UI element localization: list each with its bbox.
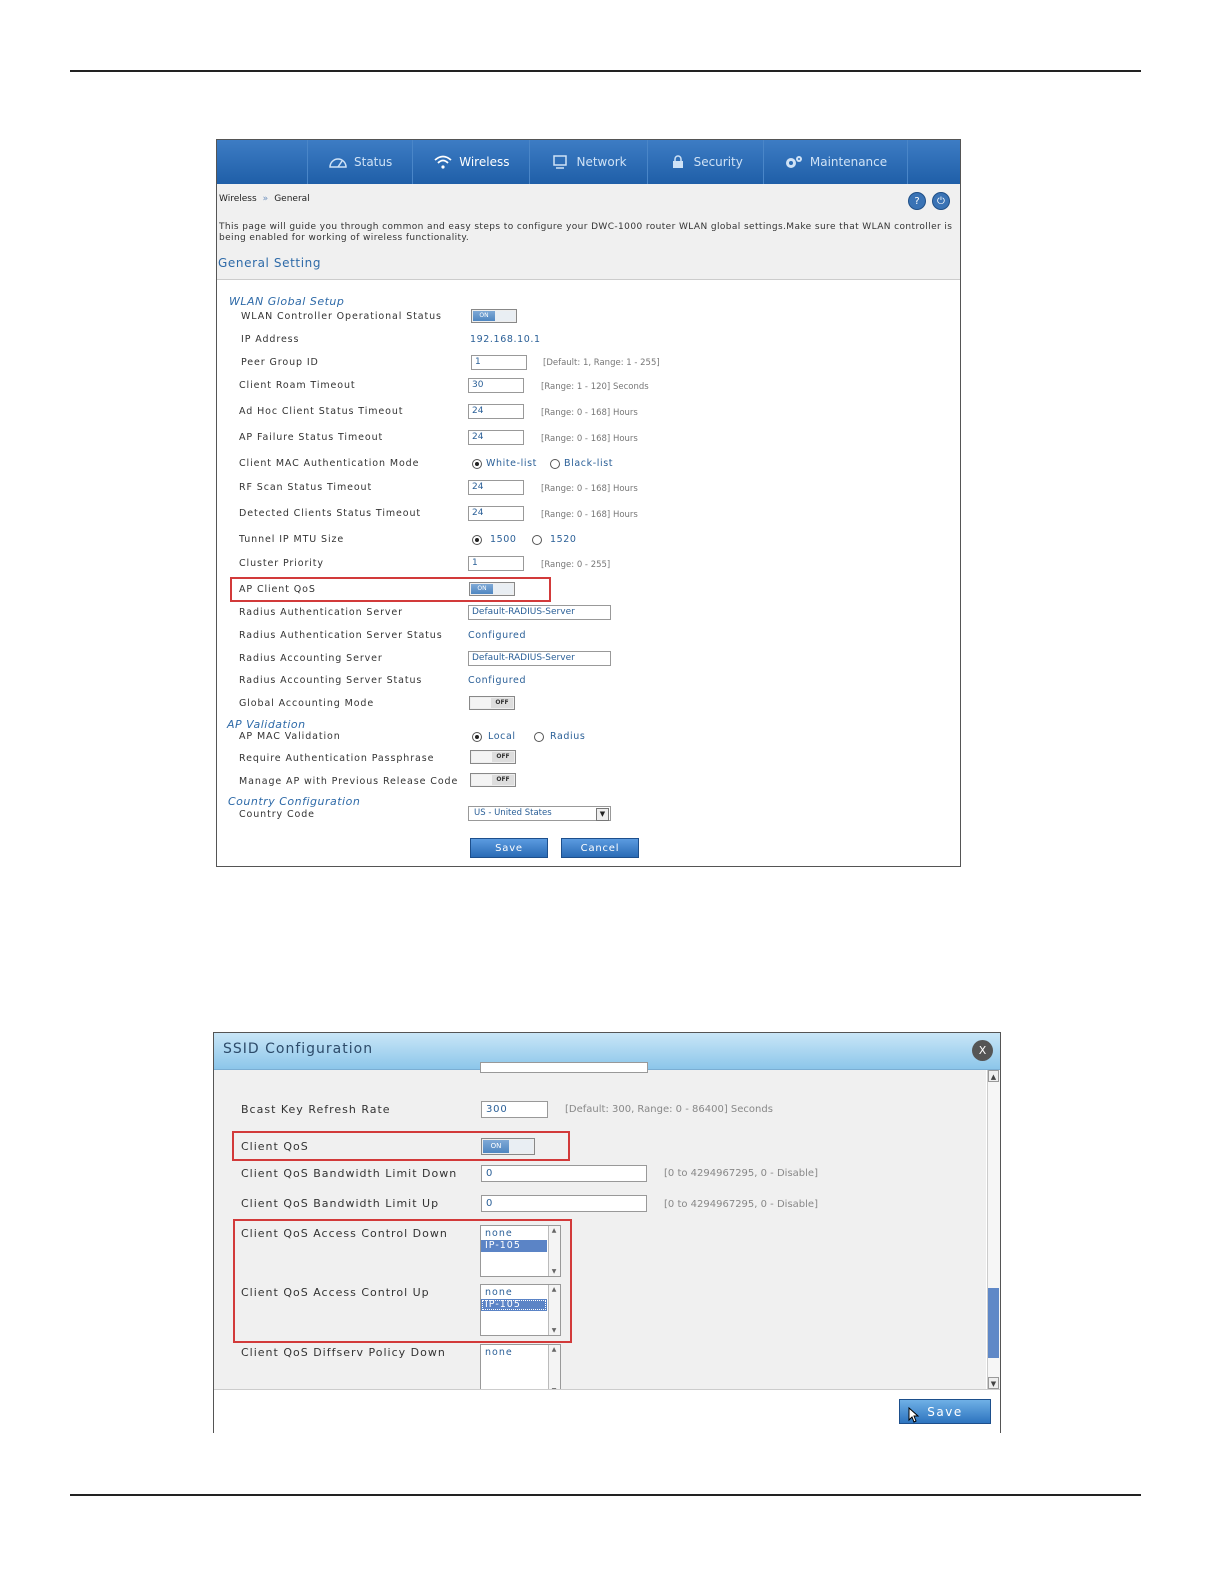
label-country-code: Country Code bbox=[239, 809, 315, 820]
radius-auth-server-input[interactable]: Default-RADIUS-Server bbox=[468, 605, 611, 620]
bottom-rule bbox=[70, 1494, 1141, 1496]
ap-failure-timeout-hint: [Range: 0 - 168] Hours bbox=[541, 434, 638, 444]
dialog-title: SSID Configuration bbox=[223, 1041, 374, 1057]
label-global-acct-mode: Global Accounting Mode bbox=[239, 698, 375, 709]
top-nav-bar bbox=[217, 140, 960, 184]
bw-down-hint: [0 to 4294967295, 0 - Disable] bbox=[664, 1168, 818, 1179]
nav-status[interactable]: Status bbox=[307, 140, 413, 184]
controller-status-toggle[interactable]: ON bbox=[471, 309, 517, 323]
country-code-select[interactable]: US - United States ▼ bbox=[468, 806, 611, 821]
cancel-button[interactable]: Cancel bbox=[561, 838, 639, 858]
label-client-qos: Client QoS bbox=[241, 1140, 309, 1153]
bcast-key-hint: [Default: 300, Range: 0 - 86400] Seconds bbox=[565, 1104, 773, 1115]
label-cluster-priority: Cluster Priority bbox=[239, 558, 324, 569]
adhoc-timeout-input[interactable]: 24 bbox=[468, 404, 524, 419]
bw-down-input[interactable]: 0 bbox=[481, 1165, 647, 1182]
ip-address-value: 192.168.10.1 bbox=[470, 334, 541, 345]
label-ap-client-qos: AP Client QoS bbox=[239, 584, 316, 595]
breadcrumb: Wireless » General bbox=[219, 194, 310, 204]
wlan-general-settings-screenshot bbox=[216, 139, 961, 867]
scroll-down-icon[interactable]: ▼ bbox=[988, 1377, 999, 1389]
label-acl-up: Client QoS Access Control Up bbox=[241, 1286, 430, 1299]
ap-client-qos-toggle[interactable]: ON bbox=[469, 582, 515, 596]
label-ap-failure-timeout: AP Failure Status Timeout bbox=[239, 432, 384, 443]
breadcrumb-current: General bbox=[274, 194, 310, 204]
peer-group-id-input[interactable]: 1 bbox=[471, 355, 527, 370]
global-acct-mode-toggle[interactable]: OFF bbox=[469, 696, 515, 710]
label-mac-auth-mode: Client MAC Authentication Mode bbox=[239, 458, 420, 469]
scrollbar[interactable]: ▲ bbox=[548, 1345, 560, 1395]
client-roam-timeout-hint: [Range: 1 - 120] Seconds bbox=[541, 382, 649, 392]
page-description: This page will guide you through common and easy steps to configure your DWC-1000 router WLAN global settings.Make sure that WLAN controller is being enabled for working of wireless functionality. bbox=[219, 222, 953, 243]
radio-local[interactable]: Local bbox=[472, 731, 516, 742]
section-country-configuration: Country Configuration bbox=[228, 795, 361, 808]
nav-maintenance[interactable]: Maintenance bbox=[764, 140, 908, 184]
label-acl-down: Client QoS Access Control Down bbox=[241, 1227, 448, 1240]
bw-up-hint: [0 to 4294967295, 0 - Disable] bbox=[664, 1199, 818, 1210]
dialog-footer bbox=[214, 1389, 1000, 1433]
nav-security[interactable]: Security bbox=[648, 140, 764, 184]
acl-up-list[interactable] bbox=[480, 1284, 561, 1336]
scroll-up-icon[interactable]: ▲ bbox=[988, 1070, 999, 1082]
label-adhoc-timeout: Ad Hoc Client Status Timeout bbox=[239, 406, 404, 417]
label-bw-up: Client QoS Bandwidth Limit Up bbox=[241, 1197, 440, 1210]
radio-mtu-1500[interactable]: 1500 bbox=[472, 534, 517, 545]
dialog-save-button[interactable]: Save bbox=[899, 1399, 991, 1424]
wifi-icon bbox=[433, 154, 453, 170]
client-qos-toggle[interactable]: ON bbox=[481, 1138, 535, 1155]
radius-auth-status-value: Configured bbox=[468, 630, 527, 641]
gauge-icon bbox=[328, 154, 348, 170]
dialog-body bbox=[214, 1070, 986, 1389]
label-controller-status: WLAN Controller Operational Status bbox=[241, 311, 442, 322]
ssid-configuration-dialog bbox=[213, 1032, 1001, 1433]
scrollbar[interactable]: ▲ ▼ bbox=[548, 1226, 560, 1276]
section-ap-validation: AP Validation bbox=[227, 718, 306, 731]
list-item[interactable]: none bbox=[485, 1287, 513, 1298]
label-radius-auth-status: Radius Authentication Server Status bbox=[239, 630, 443, 641]
dialog-scrollbar[interactable] bbox=[987, 1070, 1000, 1389]
label-diffserv-down: Client QoS Diffserv Policy Down bbox=[241, 1346, 446, 1359]
radio-mtu-1520[interactable]: 1520 bbox=[532, 534, 577, 545]
list-item[interactable]: IP-105 bbox=[481, 1240, 547, 1252]
network-icon bbox=[550, 154, 570, 170]
require-auth-pass-toggle[interactable]: OFF bbox=[470, 750, 516, 764]
cluster-priority-input[interactable]: 1 bbox=[468, 556, 524, 571]
cut-off-field[interactable] bbox=[480, 1062, 648, 1073]
radio-black-list[interactable]: Black-list bbox=[550, 458, 613, 469]
rf-scan-timeout-hint: [Range: 0 - 168] Hours bbox=[541, 484, 638, 494]
top-rule bbox=[70, 70, 1141, 72]
label-radius-acct-status: Radius Accounting Server Status bbox=[239, 675, 423, 686]
rf-scan-timeout-input[interactable]: 24 bbox=[468, 480, 524, 495]
breadcrumb-root[interactable]: Wireless bbox=[219, 194, 257, 204]
label-client-roam-timeout: Client Roam Timeout bbox=[239, 380, 356, 391]
client-roam-timeout-input[interactable]: 30 bbox=[468, 378, 524, 393]
radius-acct-status-value: Configured bbox=[468, 675, 527, 686]
radio-white-list[interactable]: White-list bbox=[472, 458, 537, 469]
label-peer-group-id: Peer Group ID bbox=[241, 357, 319, 368]
manage-ap-prev-toggle[interactable]: OFF bbox=[470, 773, 516, 787]
label-ap-mac-validation: AP MAC Validation bbox=[239, 731, 341, 742]
bw-up-input[interactable]: 0 bbox=[481, 1195, 647, 1212]
divider bbox=[217, 279, 960, 280]
nav-network[interactable]: Network bbox=[530, 140, 647, 184]
label-detected-clients-timeout: Detected Clients Status Timeout bbox=[239, 508, 422, 519]
label-radius-acct-server: Radius Accounting Server bbox=[239, 653, 383, 664]
acl-down-list[interactable] bbox=[480, 1225, 561, 1277]
scroll-thumb[interactable] bbox=[988, 1288, 999, 1358]
logout-icon[interactable]: ⏻ bbox=[932, 192, 950, 210]
label-manage-ap-prev: Manage AP with Previous Release Code bbox=[239, 776, 459, 787]
adhoc-timeout-hint: [Range: 0 - 168] Hours bbox=[541, 408, 638, 418]
label-radius-auth-server: Radius Authentication Server bbox=[239, 607, 403, 618]
scrollbar[interactable]: ▲ ▼ bbox=[548, 1285, 560, 1335]
mouse-cursor-icon bbox=[908, 1407, 920, 1423]
close-icon[interactable]: X bbox=[972, 1040, 993, 1061]
label-rf-scan-timeout: RF Scan Status Timeout bbox=[239, 482, 373, 493]
list-item[interactable]: none bbox=[485, 1347, 513, 1358]
list-item[interactable]: none bbox=[485, 1228, 513, 1239]
page-title: General Setting bbox=[218, 256, 322, 270]
chevron-down-icon: ▼ bbox=[596, 808, 609, 821]
radius-acct-server-input[interactable]: Default-RADIUS-Server bbox=[468, 651, 611, 666]
bcast-key-input[interactable]: 300 bbox=[481, 1101, 548, 1118]
save-button[interactable]: Save bbox=[470, 838, 548, 858]
peer-group-id-hint: [Default: 1, Range: 1 - 255] bbox=[543, 358, 660, 368]
gears-icon bbox=[784, 154, 804, 170]
label-tunnel-mtu: Tunnel IP MTU Size bbox=[239, 534, 345, 545]
ap-failure-timeout-input[interactable]: 24 bbox=[468, 430, 524, 445]
cluster-priority-hint: [Range: 0 - 255] bbox=[541, 560, 611, 570]
label-bw-down: Client QoS Bandwidth Limit Down bbox=[241, 1167, 458, 1180]
label-ip-address: IP Address bbox=[241, 334, 300, 345]
label-require-auth-pass: Require Authentication Passphrase bbox=[239, 753, 435, 764]
radio-radius[interactable]: Radius bbox=[534, 731, 585, 742]
help-icon[interactable]: ? bbox=[908, 192, 926, 210]
label-bcast-key: Bcast Key Refresh Rate bbox=[241, 1103, 391, 1116]
detected-clients-timeout-hint: [Range: 0 - 168] Hours bbox=[541, 510, 638, 520]
lock-icon bbox=[668, 154, 688, 170]
nav-wireless[interactable]: Wireless bbox=[413, 140, 530, 184]
section-wlan-global-setup: WLAN Global Setup bbox=[229, 295, 345, 308]
list-item[interactable]: IP-105 bbox=[481, 1299, 547, 1311]
detected-clients-timeout-input[interactable]: 24 bbox=[468, 506, 524, 521]
